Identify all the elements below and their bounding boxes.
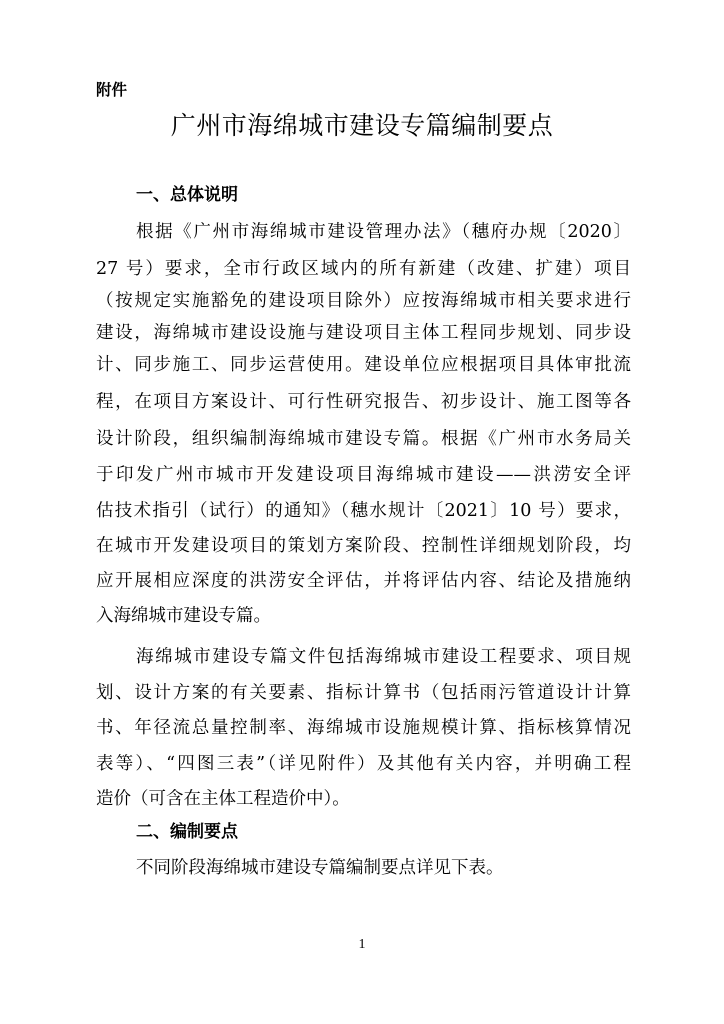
paragraph-line: 书、年径流总量控制率、海绵城市设施规模计算、指标核算情况 xyxy=(96,718,631,738)
paragraph-line: 计、同步施工、同步运营使用。建设单位应根据项目具体审批流 xyxy=(96,355,631,375)
paragraph-line: 程，在项目方案设计、可行性研究报告、初步设计、施工图等各 xyxy=(96,392,631,412)
paragraph-line: 设计阶段，组织编制海绵城市建设专篇。根据《广州市水务局关 xyxy=(96,429,631,449)
document-title: 广州市海绵城市建设专篇编制要点 xyxy=(170,111,554,140)
section-heading-key-points: 二、编制要点 xyxy=(136,822,238,842)
paragraph-line: 海绵城市建设专篇文件包括海绵城市建设工程要求、项目规 xyxy=(136,647,631,667)
paragraph-line: 划、设计方案的有关要素、指标计算书（包括雨污管道设计计算 xyxy=(96,683,631,703)
paragraph-line: 应开展相应深度的洪涝安全评估，并将评估内容、结论及措施纳 xyxy=(96,571,631,591)
paragraph-line: 造价（可含在主体工程造价中）。 xyxy=(96,789,350,809)
page-number: 1 xyxy=(358,937,366,952)
paragraph-line: （按规定实施豁免的建设项目除外）应按海绵城市相关要求进行 xyxy=(96,291,631,311)
paragraph-line: 不同阶段海绵城市建设专篇编制要点详见下表。 xyxy=(136,858,504,878)
paragraph-line: 27 号）要求，全市行政区域内的所有新建（改建、扩建）项目 xyxy=(96,259,631,279)
paragraph-line: 根据《广州市海绵城市建设管理办法》（穗府办规〔2020〕 xyxy=(136,222,631,242)
paragraph-line: 在城市开发建设项目的策划方案阶段、控制性详细规划阶段，均 xyxy=(96,536,631,556)
paragraph-line: 表等）、“四图三表”（详见附件）及其他有关内容，并明确工程 xyxy=(96,754,631,774)
paragraph-line: 建设，海绵城市建设设施与建设项目主体工程同步规划、同步设 xyxy=(96,323,631,343)
section-heading-overview: 一、总体说明 xyxy=(136,185,238,205)
paragraph-line: 估技术指引（试行）的通知》（穗水规计〔2021〕10 号）要求， xyxy=(96,501,631,521)
attachment-label: 附件 xyxy=(96,81,128,99)
paragraph-line: 于印发广州市城市开发建设项目海绵城市建设——洪涝安全评 xyxy=(96,465,631,485)
paragraph-line: 入海绵城市建设专篇。 xyxy=(96,606,271,626)
